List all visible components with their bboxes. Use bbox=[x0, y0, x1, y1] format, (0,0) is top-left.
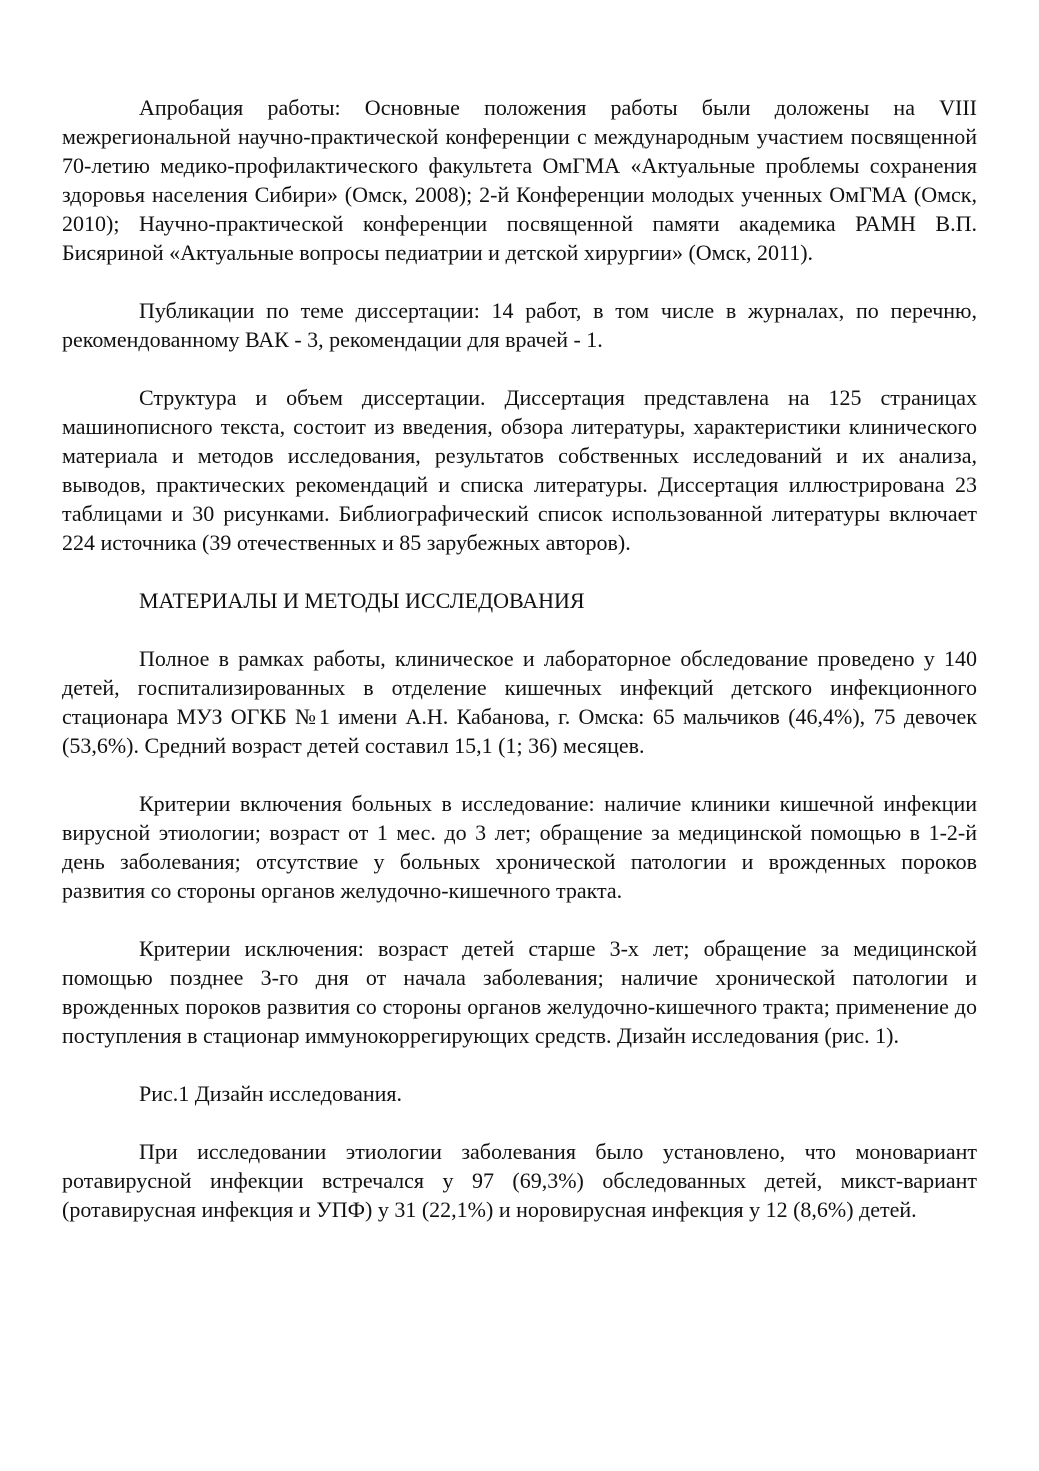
paragraph-publications: Публикации по теме диссертации: 14 работ, в том числе в журналах, по перечню, рекомендованному ВАК - 3, рекомендации для врачей - 1. bbox=[62, 298, 977, 352]
document-page bbox=[62, 93, 977, 1224]
paragraph-approbation: Апробация работы: Основные положения работы были доложены на VIII межрегиональной научно-практической конференции с международным участием посвященной 70-летию медико-профилактического факультета ОмГМА «Актуальные проблемы сохранения здоровья населения Сибири» (Омск, 2008); 2-й Конференции молодых ученных ОмГМА (Омск, 2010); Научно-практической конференции посвященной памяти академика РАМН В.П. Бисяриной «Актуальные вопросы педиатрии и детской хирургии» (Омск, 2011). bbox=[62, 95, 977, 265]
paragraph-exclusion-criteria: Критерии исключения: возраст детей старше 3-х лет; обращение за медицинской помощью позднее 3-го дня от начала заболевания; наличие хронической патологии и врожденных пороков развития со стороны органов желудочно-кишечного тракта; применение до поступления в стационар иммунокоррегирующих средств. Дизайн исследования (рис. 1). bbox=[62, 936, 977, 1048]
figure-caption: Рис.1 Дизайн исследования. bbox=[139, 1081, 403, 1106]
paragraph-etiology: При исследовании этиологии заболевания было установлено, что моновариант ротавирусной инфекции встречался у 97 (69,3%) обследованных детей, микст-вариант (ротавирусная инфекция и УПФ) у 31 (22,1%) и норовирусная инфекция у 12 (8,6%) детей. bbox=[62, 1139, 977, 1222]
paragraph-structure: Структура и объем диссертации. Диссертация представлена на 125 страницах машинописного текста, состоит из введения, обзора литературы, характеристики клинического материала и методов исследования, результатов собственных исследований и их анализа, выводов, практических рекомендаций и списка литературы. Диссертация иллюстрирована 23 таблицами и 30 рисунками. Библиографический список использованной литературы включает 224 источника (39 отечественных и 85 зарубежных авторов). bbox=[62, 385, 977, 555]
paragraph-examination: Полное в рамках работы, клиническое и лабораторное обследование проведено у 140 детей, госпитализированных в отделение кишечных инфекций детского инфекционного стационара МУЗ ОГКБ №1 имени А.Н. Кабанова, г. Омска: 65 мальчиков (46,4%), 75 девочек (53,6%). Средний возраст детей составил 15,1 (1; 36) месяцев. bbox=[62, 646, 977, 758]
paragraph-inclusion-criteria: Критерии включения больных в исследование: наличие клиники кишечной инфекции вирусной этиологии; возраст от 1 мес. до 3 лет; обращение за медицинской помощью в 1-2-й день заболевания; отсутствие у больных хронической патологии и врожденных пороков развития со стороны органов желудочно-кишечного тракта. bbox=[62, 791, 977, 903]
section-heading-methods: МАТЕРИАЛЫ И МЕТОДЫ ИССЛЕДОВАНИЯ bbox=[139, 588, 585, 613]
